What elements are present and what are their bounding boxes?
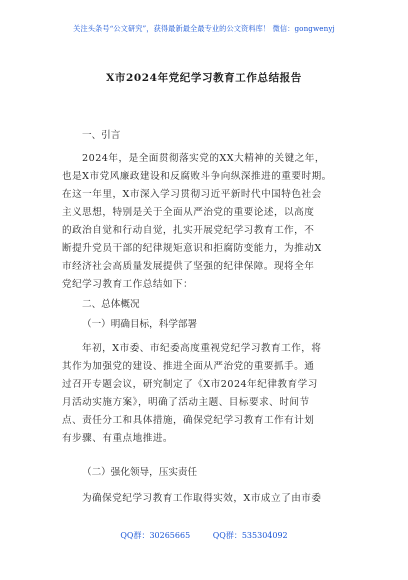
paragraph-line: 在这一年里，X市深入学习贯彻习近平新时代中国特色社会 xyxy=(62,189,322,200)
paragraph-line: 党纪学习教育工作总结如下： xyxy=(62,279,194,290)
paragraph-line: 市经济社会高质量发展提供了坚强的纪律保障。现将全年 xyxy=(62,261,315,272)
paragraph-line: 年初，X市委、市纪委高度重视党纪学习教育工作，将 xyxy=(82,343,322,354)
section-heading-overview: 二、总体概况 xyxy=(82,299,140,310)
footer-contact xyxy=(0,530,408,541)
paragraph-line: 也是X市党风廉政建设和反腐败斗争向纵深推进的重要时期。 xyxy=(62,171,332,182)
section-heading-intro: 一、引言 xyxy=(82,130,121,141)
subsection-heading-1: （一）明确目标，科学部署 xyxy=(82,319,198,330)
paragraph-line: 点、责任分工和具体措施，确保党纪学习教育工作有计划 xyxy=(62,415,315,426)
paragraph-line: 的政治自觉和行动自觉，扎实开展党纪学习教育工作，不 xyxy=(62,225,315,236)
footer-qq-group-1: QQ群：30265665 xyxy=(120,531,191,540)
paragraph-line: 为确保党纪学习教育工作取得实效，X市成立了由市委 xyxy=(82,493,322,504)
paragraph-line: 过召开专题会议，研究制定了《X市2024年纪律教育学习 xyxy=(62,379,318,390)
paragraph-line: 有步骤、有重点地推进。 xyxy=(62,433,174,444)
document-title: X市2024年党纪学习教育工作总结报告 xyxy=(106,72,302,84)
subsection-heading-2: （二）强化领导，压实责任 xyxy=(82,467,198,478)
paragraph-line: 断提升党员干部的纪律规矩意识和拒腐防变能力，为推动X xyxy=(62,243,322,254)
footer-qq-group-2: QQ群：535304092 xyxy=(212,531,288,540)
promo-banner: 关注头条号“公文研究”，获得最新最全最专业的公文资料库！ 微信：gongwenyj xyxy=(73,24,335,33)
paragraph-line: 主义思想，特别是关于全面从严治党的重要论述，以高度 xyxy=(62,207,315,218)
paragraph-line: 其作为加强党的建设、推进全面从严治党的重要抓手。通 xyxy=(62,361,315,372)
paragraph-line: 月活动实施方案》，明确了活动主题、目标要求、时间节 xyxy=(62,397,310,408)
paragraph-line: 2024年，是全面贯彻落实党的XX大精神的关键之年， xyxy=(82,153,325,164)
